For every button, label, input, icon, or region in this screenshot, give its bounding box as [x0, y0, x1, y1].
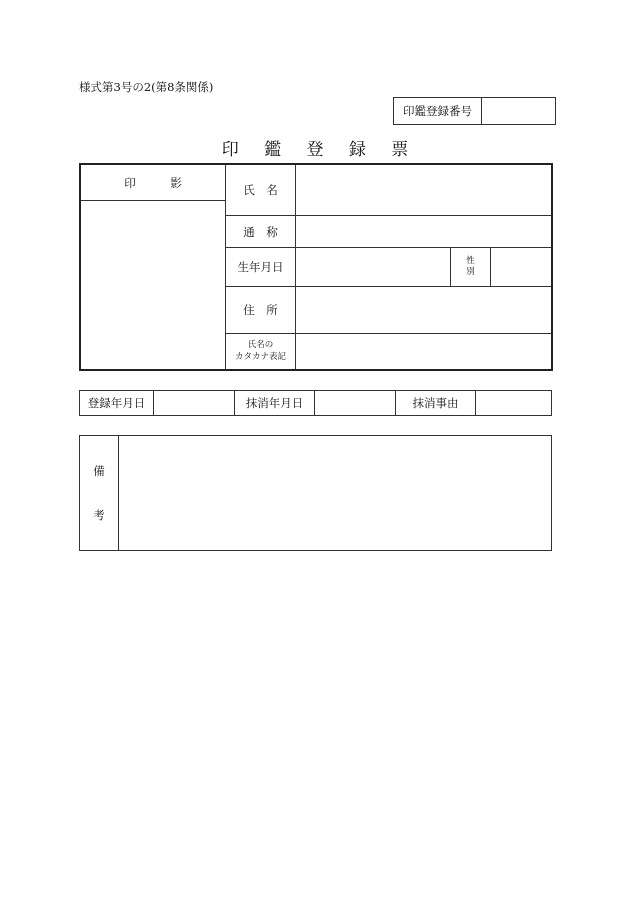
page-title-text: 印 鑑 登 録 票	[221, 140, 419, 160]
gender-label	[451, 248, 490, 286]
katakana-label-line2: カタカナ表記	[234, 351, 286, 362]
remarks-box	[79, 435, 552, 551]
seal-impression-area[interactable]	[81, 201, 225, 369]
deleted-date-field[interactable]	[315, 391, 396, 415]
remarks-label	[80, 436, 119, 550]
registration-table	[79, 163, 553, 371]
seal-header: 印 影	[124, 175, 182, 190]
deletion-reason-label: 抹消事由	[396, 391, 476, 415]
registered-date-label: 登録年月日	[80, 391, 154, 415]
birthdate-label: 生年月日	[237, 260, 284, 274]
birthdate-field[interactable]	[296, 248, 450, 286]
address-label: 住 所	[243, 303, 278, 317]
katakana-label-line1: 氏名の	[247, 340, 274, 351]
katakana-field[interactable]	[296, 334, 551, 369]
page-title	[0, 135, 630, 160]
gender-label-line2: 別	[466, 267, 475, 277]
remarks-label-line2: 考	[93, 508, 105, 522]
registered-date-field[interactable]	[154, 391, 235, 415]
katakana-label	[226, 334, 295, 369]
remarks-field[interactable]	[119, 436, 551, 550]
form-number: 様式第3号の2(第8条関係)	[79, 80, 214, 94]
name-field[interactable]	[296, 165, 551, 215]
alias-field[interactable]	[296, 216, 551, 247]
registration-number-box	[393, 97, 556, 125]
name-label: 氏 名	[243, 183, 278, 197]
deleted-date-label: 抹消年月日	[235, 391, 315, 415]
registration-number-label: 印鑑登録番号	[394, 98, 482, 124]
alias-label: 通 称	[243, 224, 278, 239]
gender-field[interactable]	[491, 248, 551, 286]
gender-label-line1: 性	[466, 255, 475, 266]
dates-table	[79, 390, 552, 416]
deletion-reason-field[interactable]	[476, 391, 551, 415]
registration-number-field[interactable]	[482, 98, 555, 124]
remarks-label-line1: 備	[93, 464, 105, 478]
address-field[interactable]	[296, 287, 551, 333]
